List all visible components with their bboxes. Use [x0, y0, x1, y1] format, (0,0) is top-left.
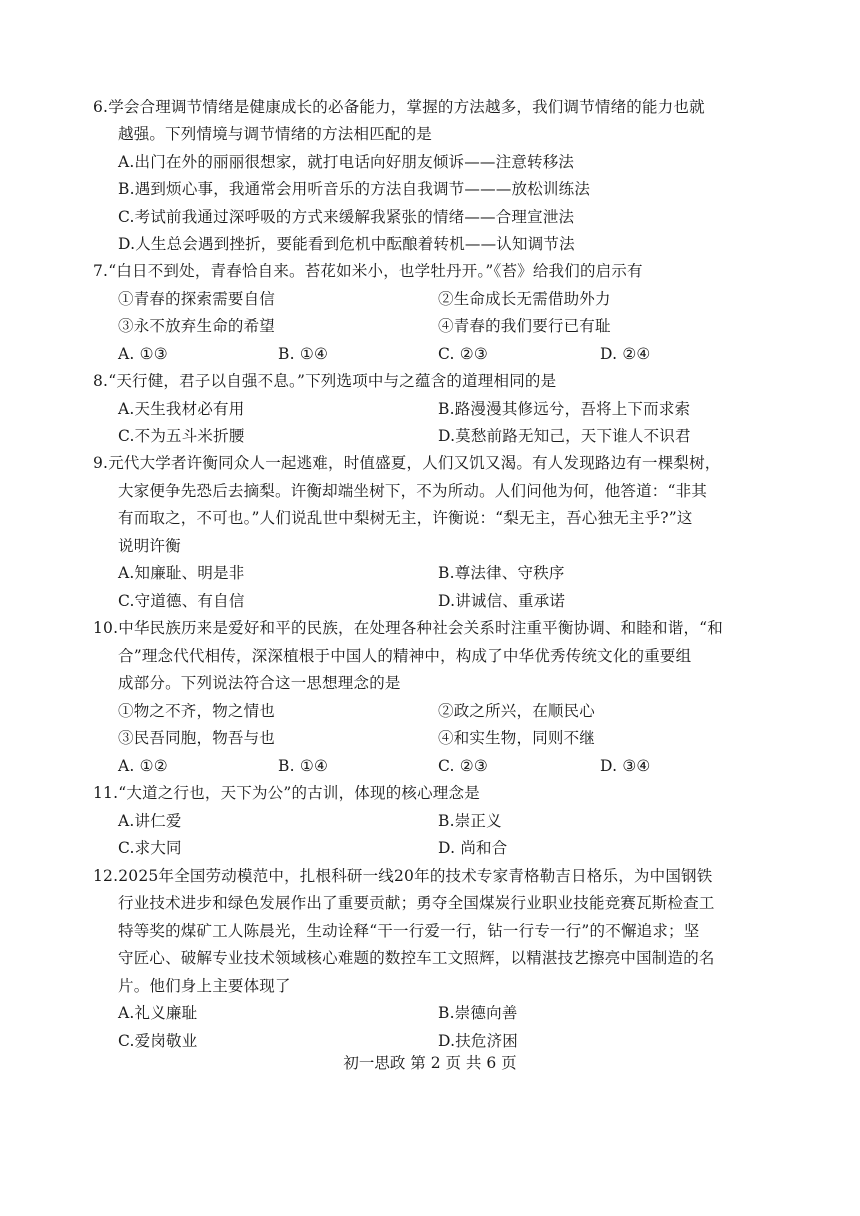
- q8-option-b: B.路漫漫其修远兮，吾将上下而求索: [438, 400, 691, 418]
- q7-item-3: ③永不放弃生命的希望: [118, 317, 276, 335]
- q7-choice-b: B. ①④: [278, 345, 329, 363]
- page-footer: 初一思政 第 2 页 共 6 页: [343, 1054, 517, 1072]
- q9-option-d: D.讲诚信、重承诺: [438, 592, 566, 610]
- q6-option-c: C.考试前我通过深呼吸的方式来缓解我紧张的情绪——合理宣泄法: [118, 208, 575, 226]
- q7-item-4: ④青春的我们要行已有耻: [438, 317, 611, 335]
- q6-option-b: B.遇到烦心事，我通常会用听音乐的方法自我调节———放松训练法: [118, 180, 591, 198]
- q11-option-b: B.崇正义: [438, 812, 502, 830]
- q10-choice-b: B. ①④: [278, 757, 329, 775]
- q9-stem-line-1: 9.元代大学者许衡同众人一起逃难，时值盛夏，人们又饥又渴。有人发现路边有一棵梨树，: [93, 454, 721, 472]
- q9-option-a: A.知廉耻、明是非: [118, 564, 245, 582]
- q7-stem: 7.“白日不到处，青春恰自来。苔花如米小，也学牡丹开。”《苔》给我们的启示有: [93, 262, 643, 280]
- q12-stem-line-4: 守匠心、破解专业技术领域核心难题的数控车工文照辉，以精湛技艺擦亮中国制造的名: [118, 949, 715, 967]
- q6-option-a: A.出门在外的丽丽很想家，就打电话向好朋友倾诉——注意转移法: [118, 153, 575, 171]
- q10-item-4: ④和实生物，同则不继: [438, 729, 596, 747]
- q12-stem-line-2: 行业技术进步和绿色发展作出了重要贡献；勇夺全国煤炭行业职业技能竞赛瓦斯检查工: [118, 894, 715, 912]
- q12-option-d: D.扶危济困: [438, 1032, 519, 1050]
- q8-option-d: D.莫愁前路无知己，天下谁人不识君: [438, 427, 691, 445]
- q12-stem-line-5: 片。他们身上主要体现了: [118, 977, 291, 995]
- q8-option-c: C.不为五斗米折腰: [118, 427, 245, 445]
- q8-stem: 8.“天行健，君子以自强不息。”下列选项中与之蕴含的道理相同的是: [93, 372, 557, 390]
- q11-option-a: A.讲仁爱: [118, 812, 182, 830]
- q9-stem-line-2: 大家便争先恐后去摘梨。许衡却端坐树下，不为所动。人们问他为何，他答道：“非其: [118, 482, 708, 500]
- q10-item-3: ③民吾同胞，物吾与也: [118, 729, 276, 747]
- q10-stem-line-2: 合”理念代代相传，深深植根于中国人的精神中，构成了中华优秀传统文化的重要组: [118, 647, 692, 665]
- q10-choice-d: D. ③④: [600, 757, 651, 775]
- q12-option-c: C.爱岗敬业: [118, 1032, 198, 1050]
- q8-option-a: A.天生我材必有用: [118, 400, 245, 418]
- q7-choice-d: D. ②④: [600, 345, 651, 363]
- q7-choice-c: C. ②③: [438, 345, 488, 363]
- q10-choice-c: C. ②③: [438, 757, 488, 775]
- q7-item-2: ②生命成长无需借助外力: [438, 290, 611, 308]
- q9-option-c: C.守道德、有自信: [118, 592, 245, 610]
- q12-option-b: B.崇德向善: [438, 1004, 518, 1022]
- q10-stem-line-3: 成部分。下列说法符合这一思想理念的是: [118, 674, 401, 692]
- q11-option-d: D. 尚和合: [438, 839, 508, 857]
- q9-stem-line-3: 有而取之，不可也。”人们说乱世中梨树无主，许衡说：“梨无主，吾心独无主乎?”这: [118, 509, 693, 527]
- q9-option-b: B.尊法律、守秩序: [438, 564, 565, 582]
- q10-stem-line-1: 10.中华民族历来是爱好和平的民族，在处理各种社会关系时注重平衡协调、和睦和谐，“和: [93, 619, 723, 637]
- q10-item-1: ①物之不齐，物之情也: [118, 702, 276, 720]
- q11-option-c: C.求大同: [118, 839, 182, 857]
- q6-stem-line-2: 越强。下列情境与调节情绪的方法相匹配的是: [118, 125, 433, 143]
- q12-stem-line-3: 特等奖的煤矿工人陈晨光，生动诠释“干一行爱一行，钻一行专一行”的不懈追求；坚: [118, 922, 700, 940]
- q6-stem-line-1: 6.学会合理调节情绪是健康成长的必备能力，掌握的方法越多，我们调节情绪的能力也就: [93, 98, 705, 116]
- q7-item-1: ①青春的探索需要自信: [118, 290, 276, 308]
- q6-option-d: D.人生总会遇到挫折，要能看到危机中酝酿着转机——认知调节法: [118, 235, 575, 253]
- q12-stem-line-1: 12.2025年全国劳动模范中，扎根科研一线20年的技术专家青格勒吉日格乐，为中国钢铁: [93, 867, 713, 885]
- q10-choice-a: A. ①②: [118, 757, 168, 775]
- q9-stem-line-4: 说明许衡: [118, 537, 181, 555]
- q7-choice-a: A. ①③: [118, 345, 168, 363]
- q11-stem: 11.“大道之行也，天下为公”的古训，体现的核心理念是: [93, 784, 480, 802]
- q10-item-2: ②政之所兴，在顺民心: [438, 702, 596, 720]
- q12-option-a: A.礼义廉耻: [118, 1004, 198, 1022]
